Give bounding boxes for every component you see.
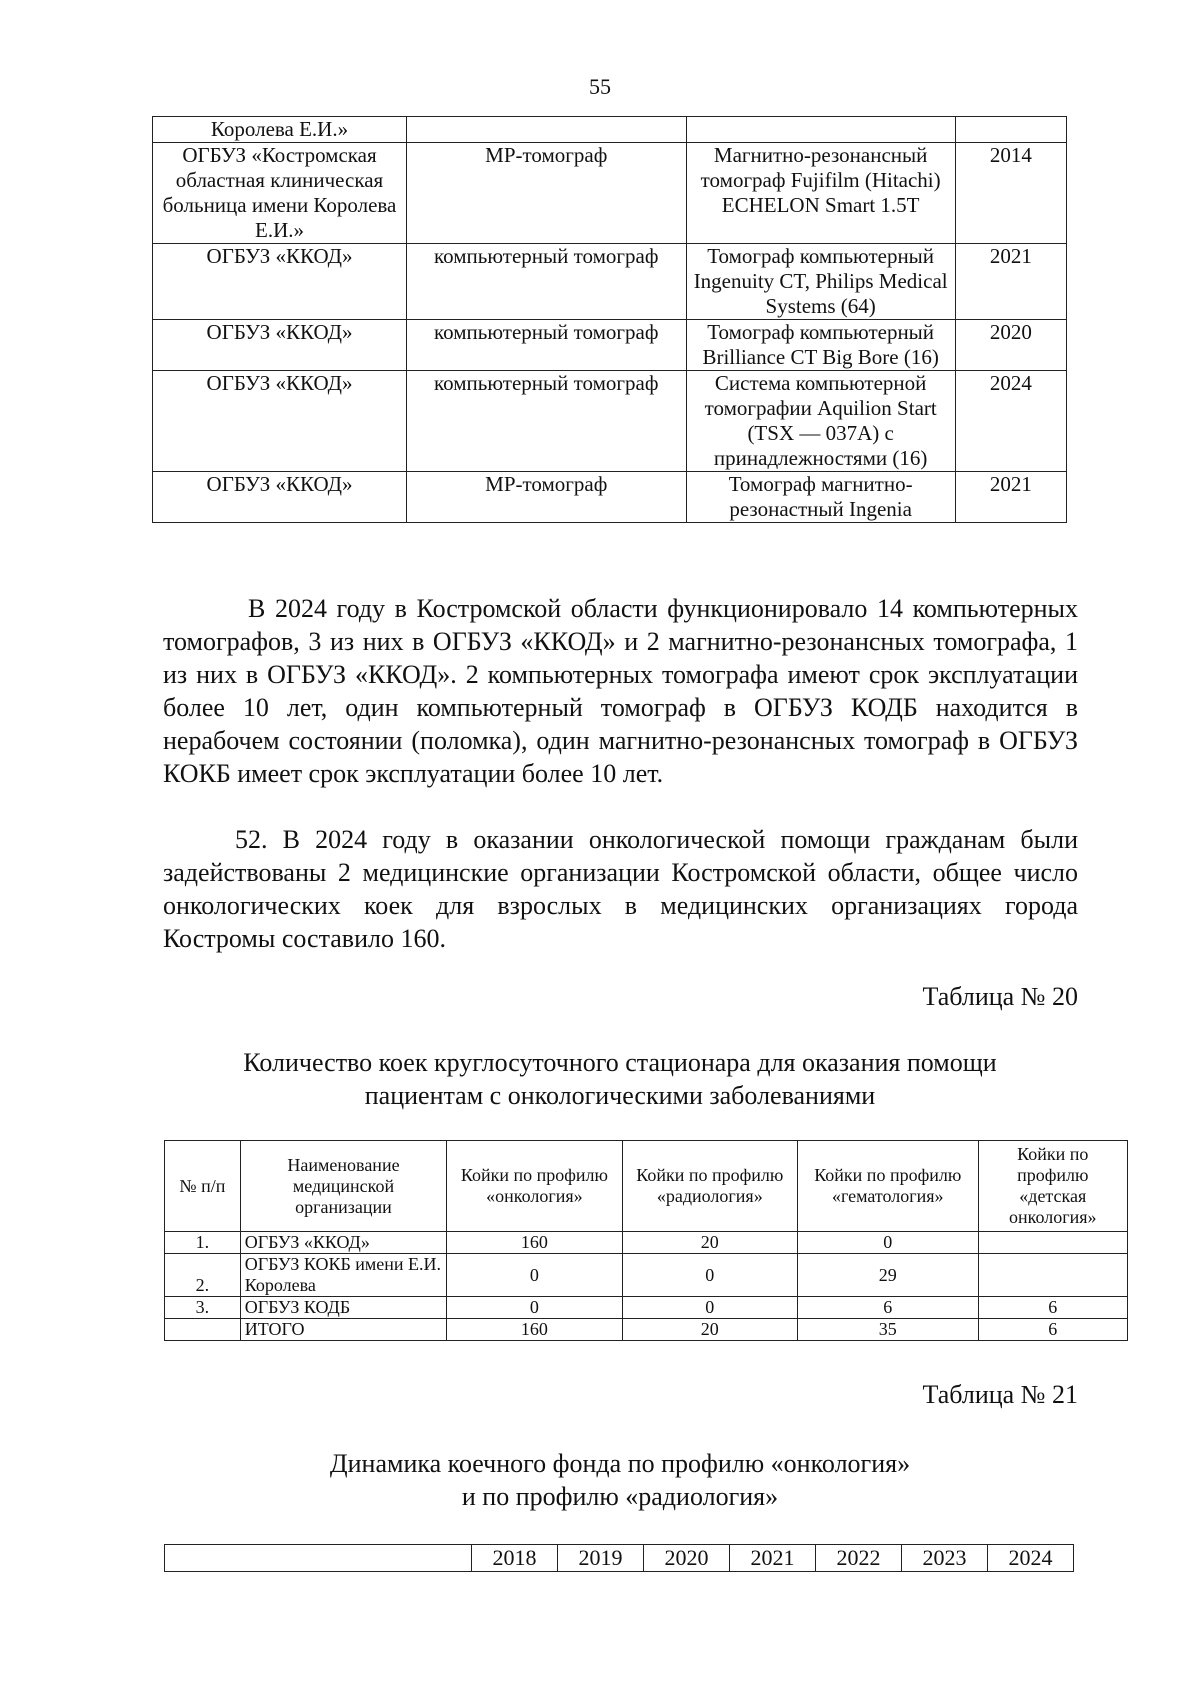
- hematology-cell: 0: [797, 1232, 978, 1254]
- bed-dynamics-table: [164, 1544, 1074, 1572]
- table-header-row: [165, 1141, 1128, 1232]
- pediatric-oncology-cell: 6: [978, 1297, 1127, 1319]
- num-cell: 3.: [165, 1297, 241, 1319]
- table21-label: Таблица № 21: [922, 1380, 1078, 1409]
- table-total-row: [165, 1319, 1128, 1341]
- table-row: [165, 1297, 1128, 1319]
- num-cell: 1.: [165, 1232, 241, 1254]
- table21-title-line1: Динамика коечного фонда по профилю «онкология»: [329, 1449, 911, 1478]
- org-cell: ОГБУЗ «ККОД»: [153, 244, 407, 320]
- pediatric-oncology-cell: 6: [978, 1319, 1127, 1341]
- pediatric-oncology-cell: [978, 1254, 1127, 1297]
- table-row: [165, 1232, 1128, 1254]
- year-header: 2019: [558, 1545, 644, 1572]
- org-cell: ОГБУЗ «ККОД»: [153, 472, 407, 523]
- radiology-cell: 20: [622, 1232, 797, 1254]
- pediatric-oncology-cell: [978, 1232, 1127, 1254]
- org-cell: Королева Е.И.»: [153, 117, 407, 143]
- num-cell: [165, 1319, 241, 1341]
- table-row: [165, 1254, 1128, 1297]
- table20-title-line2: пациентам с онкологическими заболеваниями: [364, 1081, 876, 1110]
- header-hematology: Койки по профилю «гематология»: [797, 1141, 978, 1232]
- num-cell: 2.: [165, 1254, 241, 1297]
- oncology-cell: 0: [447, 1254, 622, 1297]
- hematology-cell: 6: [797, 1297, 978, 1319]
- radiology-cell: 0: [622, 1297, 797, 1319]
- page-number: 55: [589, 74, 611, 99]
- oncology-cell: 160: [447, 1319, 622, 1341]
- table-row: [153, 117, 1067, 143]
- table-row: [153, 320, 1067, 371]
- table20-title-line1: Количество коек круглосуточного стационара для оказания помощи: [243, 1048, 997, 1077]
- org-cell: ИТОГО: [240, 1319, 447, 1341]
- table-row: [153, 244, 1067, 320]
- year-cell: 2021: [955, 244, 1066, 320]
- org-cell: ОГБУЗ КОКБ имени Е.И. Королева: [240, 1254, 447, 1297]
- equipment-table: [152, 116, 1067, 523]
- oncology-cell: 0: [447, 1297, 622, 1319]
- year-header: 2020: [644, 1545, 730, 1572]
- type-cell: компьютерный томограф: [407, 244, 687, 320]
- table21-title: [160, 1447, 1080, 1513]
- org-cell: ОГБУЗ «Костромская областная клиническая больница имени Королева Е.И.»: [153, 143, 407, 244]
- year-cell: 2021: [955, 472, 1066, 523]
- paragraph-oncology-beds: 52. В 2024 году в оказании онкологической помощи гражданам были задействованы 2 медицинские организации Костромской области, общее число онкологических коек для взрослых в медицинских организациях города Костромы составило 160.: [163, 825, 1078, 953]
- radiology-cell: 0: [622, 1254, 797, 1297]
- table-header-row: [165, 1545, 1074, 1572]
- type-cell: компьютерный томограф: [407, 320, 687, 371]
- header-num: № п/п: [165, 1141, 241, 1232]
- table-row: [153, 472, 1067, 523]
- header-oncology: Койки по профилю «онкология»: [447, 1141, 622, 1232]
- year-header: 2023: [902, 1545, 988, 1572]
- paragraph-tomographs: В 2024 году в Костромской области функционировало 14 компьютерных томографов, 3 из них в ОГБУЗ «ККОД» и 2 магнитно-резонансных томографа, 1 из них в ОГБУЗ «ККОД». 2 компьютерных томографа имеют срок эксплуатации более 10 лет, один компьютерный томограф в ОГБУЗ КОДБ находится в нерабочем состоянии (поломка), один магнитно-резонансных томограф в ОГБУЗ КОКБ имеет срок эксплуатации более 10 лет.: [163, 594, 1078, 788]
- header-org: Наименование медицинской организации: [240, 1141, 447, 1232]
- type-cell: МР-томограф: [407, 143, 687, 244]
- oncology-cell: 160: [447, 1232, 622, 1254]
- table20-label: Таблица № 20: [922, 982, 1078, 1011]
- header-radiology: Койки по профилю «радиология»: [622, 1141, 797, 1232]
- year-cell: 2020: [955, 320, 1066, 371]
- type-cell: [407, 117, 687, 143]
- table21-title-line2: и по профилю «радиология»: [461, 1482, 779, 1511]
- model-cell: Томограф магнитно-резонастный Ingenia: [686, 472, 955, 523]
- table-row: [153, 143, 1067, 244]
- hematology-cell: 35: [797, 1319, 978, 1341]
- org-cell: ОГБУЗ «ККОД»: [153, 371, 407, 472]
- year-cell: 2024: [955, 371, 1066, 472]
- type-cell: компьютерный томограф: [407, 371, 687, 472]
- blank-header-cell: [165, 1545, 472, 1572]
- year-header: 2021: [730, 1545, 816, 1572]
- year-cell: 2014: [955, 143, 1066, 244]
- year-header: 2024: [988, 1545, 1074, 1572]
- beds-table: [164, 1140, 1128, 1341]
- model-cell: Система компьютерной томографии Aquilion Start (TSX — 037A) с принадлежностями (16): [686, 371, 955, 472]
- header-pediatric-oncology: Койки по профилю «детская онкология»: [978, 1141, 1127, 1232]
- model-cell: Томограф компьютерный Brilliance CT Big Bore (16): [686, 320, 955, 371]
- year-cell: [955, 117, 1066, 143]
- org-cell: ОГБУЗ КОДБ: [240, 1297, 447, 1319]
- table-row: [153, 371, 1067, 472]
- hematology-cell: 29: [797, 1254, 978, 1297]
- year-header: 2018: [472, 1545, 558, 1572]
- type-cell: МР-томограф: [407, 472, 687, 523]
- model-cell: [686, 117, 955, 143]
- year-header: 2022: [816, 1545, 902, 1572]
- model-cell: Томограф компьютерный Ingenuity CT, Philips Medical Systems (64): [686, 244, 955, 320]
- model-cell: Магнитно-резонансный томограф Fujifilm (Hitachi) ECHELON Smart 1.5T: [686, 143, 955, 244]
- org-cell: ОГБУЗ «ККОД»: [153, 320, 407, 371]
- radiology-cell: 20: [622, 1319, 797, 1341]
- table20-title: [160, 1046, 1080, 1112]
- org-cell: ОГБУЗ «ККОД»: [240, 1232, 447, 1254]
